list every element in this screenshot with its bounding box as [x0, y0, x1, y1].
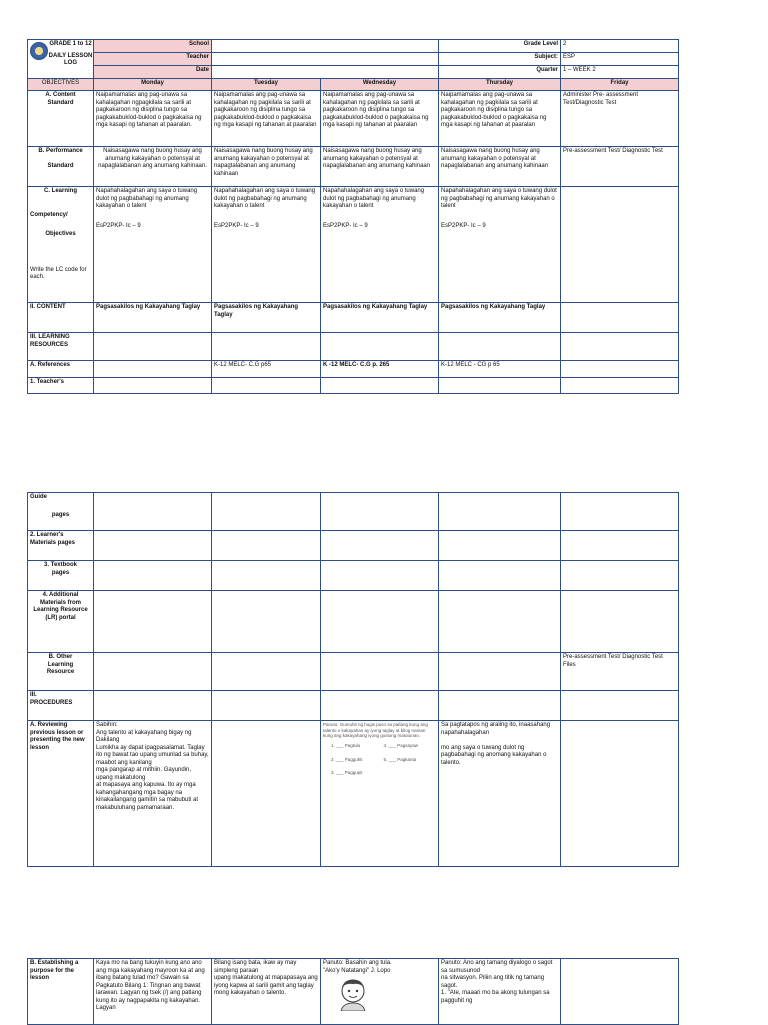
date-label: Date — [94, 66, 212, 79]
subject-value[interactable]: ESP — [561, 53, 679, 66]
performance-standard-wed: Naisasagawa nang buong husay ang anumang kakayahan o potensyal at napaglalabanan ang anumang kahinaan — [321, 147, 439, 187]
teachers-guide-label-a: 1. Teacher's — [28, 378, 94, 394]
objectives-header: OBJECTIVES — [28, 79, 94, 91]
teachers-guide-label-cont — [28, 493, 94, 531]
lc-tue — [212, 187, 321, 303]
content-tue: Pagsasakilos ng Kakayahang Taglay — [212, 303, 321, 333]
lc-label-c: Objectives — [45, 231, 76, 237]
teacher-label: Teacher — [94, 53, 212, 66]
wed-item-4: 4. ___ Pagsayaw — [383, 742, 419, 748]
procedures-label: III. PROCEDURES — [28, 691, 94, 721]
learners-materials-label: 2. Learner's Materials pages — [28, 531, 94, 561]
dll-logo-cell — [28, 40, 94, 79]
friday-header: Friday — [561, 79, 679, 91]
performance-standard-fri: Pre-assessment Test/ Diagnostic Test — [561, 147, 679, 187]
performance-standard-tue: Naisasagawa nang buong husay ang anumang kakayahan o potensyal at napagtalabanan ang anumang kahinaan — [212, 147, 321, 187]
lesson-log-table-page3 — [27, 958, 679, 1025]
establishing-mon: Kaya mo na bang tukuyin kung ano ano ang mga kakayahang mayroon ka at ang ibang batang tulad mo? Gawain sa Pagkatuto Bilang 1: Tingnan ang bawat larawan. Lagyan ng tsek (/) ang patlang kung ito ay nagpapakita ng kakayahan. Lagyan — [94, 959, 212, 1025]
wed-item-1: 1. ___ Pagtula — [331, 742, 361, 748]
deped-seal-icon — [30, 42, 48, 60]
other-resource-label: B. Other Learning Resource — [28, 653, 94, 691]
learning-competency-label — [28, 187, 94, 303]
lc-thu — [439, 187, 561, 303]
content-standard-label: A. Content Standard — [28, 91, 94, 147]
content-wed: Pagsasakilos ng Kakayahang Taglay — [321, 303, 439, 333]
performance-standard-thu: Naisasagawa nang buong husay ang anumang kakayahan o potensyal at napaglalabanan ang anumang kahinaan — [439, 147, 561, 187]
establishing-tue: Bilang isang bata, ikaw ay may simpleng paraan upang makatulong at mapapasaya ang iyong kapwa at sarili gamit ang taglay mong kakayahan o talento. — [212, 959, 321, 1025]
school-label: School — [94, 40, 212, 53]
quarter-value[interactable]: 1 – WEEK 2 — [561, 66, 679, 79]
wed-item-3: 3. ___ Paggupit — [331, 770, 363, 776]
references-label: A. References — [28, 361, 94, 378]
references-mon — [94, 361, 212, 378]
establishing-fri — [561, 959, 679, 1025]
content-fri — [561, 303, 679, 333]
content-mon: Pagsasakilos ng Kakayahang Taglay — [94, 303, 212, 333]
establishing-thu: Panuto: Ano ang tamang diyalogo o sagot sa sumusunod na sitwasyon. Piliin ang titik ng tamang sagot. 1. "Ate, maaari mo ba akong tulungan sa pagguhit ng — [439, 959, 561, 1025]
teacher-value[interactable] — [212, 53, 439, 66]
references-tue: K-12 MELC- C.G p65 — [212, 361, 321, 378]
wed-item-2: 2. ___ Pagguhit — [331, 756, 363, 762]
lc-fri — [561, 187, 679, 303]
performance-standard-mon: Naisasagawa nang buong husay ang anumang kakayahan o potensyal at napaglalabanan ang anumang kahinaan. — [94, 147, 212, 187]
grade-level-value[interactable]: 2 — [561, 40, 679, 53]
references-fri — [561, 361, 679, 378]
grade-level-label: Grade Level — [439, 40, 561, 53]
log-title: DAILY LESSON LOG — [48, 52, 93, 66]
establishing-wed — [321, 959, 439, 1025]
lc-thu-code: EsP2PKP- Ic – 9 — [441, 222, 486, 229]
quarter-label: Quarter — [439, 66, 561, 79]
lc-mon-text: Napahahalagahan ang saya o tuwang dulot ng pagbabahagi ng anumang kakayahan o talent — [96, 188, 198, 209]
lc-mon — [94, 187, 212, 303]
reviewing-wed-instruction: Panuto: Gumuhit ng hugis puso sa patlang kung ang talento o kakayahan ay iyong taglay at bilog naman kung ang kakayahang iyong gustong matutunan. — [323, 722, 428, 739]
references-wed: K -12 MELC- C.G p. 265 — [321, 361, 439, 378]
lc-label-b: Competency/ — [30, 211, 68, 218]
references-thu: K-12 MELC - CG p 65 — [439, 361, 561, 378]
date-value[interactable] — [212, 66, 439, 79]
lesson-log-table-page1 — [27, 39, 679, 394]
reviewing-fri — [561, 721, 679, 867]
lc-thu-text: Napahahalagahan ang saya o tuwang dulot ng pagbabahagi ng anumang kakayahan o talent — [441, 188, 557, 209]
thursday-header: Thursday — [439, 79, 561, 91]
lc-label-a: C. Learning — [43, 188, 77, 194]
reviewing-tue — [212, 721, 321, 867]
lc-wed-text: Napahahalagahan ang saya o tuwang dulot ng pagbabahagi ng anumang kakayahan o talent — [323, 188, 425, 209]
content-standard-fri: Administer Pre- assessment Test/Diagnostic Test — [561, 91, 679, 147]
lc-tue-text: Napahahalagahan ang saya o tuwang dulot ng pagbabahagi ng anumang kakayahan o talent — [214, 188, 316, 209]
lc-label-d: Write the LC code for each. — [30, 266, 87, 280]
lesson-log-table-page2 — [27, 492, 679, 867]
performance-standard-label: B. Performance Standard — [28, 147, 94, 187]
teachers-guide-label-b: Guide — [30, 494, 48, 500]
reviewing-label: A. Reviewing previous lesson or presenting the new lesson — [28, 721, 94, 867]
reviewing-mon: Sabihin: Ang talento at kakayahang bigay ng Dakilang Lumikha ay dapat ipagpasalamat. Taglay ito ng bawat tao upang umunlad sa buhay, maabot ang kanilang mga pangarap at mithiin. Gayundin, upang makatulong at mapasaya ang kapuwa. Ito ay mga kahangahangang mga bagay na kinakailangang gamitin sa mabubuti at makabuluhang pamamaraan. — [94, 721, 212, 867]
lc-mon-code: EsP2PKP- Ic – 9 — [96, 222, 141, 229]
content-thu: Pagsasakilos ng Kakayahang Taglay — [439, 303, 561, 333]
grade-range: GRADE 1 to 12 — [49, 41, 92, 47]
school-value[interactable] — [212, 40, 439, 53]
content-standard-wed: Naipamamalas ang pag-unawa sa kahalagahan ng pagkilala sa sarili at pagkakaroon ng disiplina tungo sa pagkakabuklod-buklod o pagkakaisa ng mga kasapi ng tahanan at paaralan — [321, 91, 439, 147]
lc-wed-code: EsP2PKP- Ic – 9 — [323, 222, 368, 229]
reviewing-wed — [321, 721, 439, 867]
teachers-guide-label-c: pages — [51, 511, 70, 518]
content-standard-mon: Naipamamalas ang pag-unawa sa kahalagahan ngpagkilala sa sarili at pagkakaroon ng disiplina tungo sa pagkakabuklod-buklod o pagkakaisa ng mga kasapi ng tahanan at paaralan. — [94, 91, 212, 147]
establishing-label: B. Establishing a purpose for the lesson — [28, 959, 94, 1025]
textbook-label: 3. Textbook pages — [28, 561, 94, 591]
subject-label: Subject: — [439, 53, 561, 66]
learning-resources-label: III. LEARNING RESOURCES — [28, 333, 94, 361]
content-standard-thu: Naipamamalas ang pag-unawa sa kahalagahan ng pagkilala sa sarili at pagkakaroon ng disiplina tungo sa pagkakabuklod-buklod o pagkakaisa ng mga kasapi ng tahanan at paaralan — [439, 91, 561, 147]
monday-header: Monday — [94, 79, 212, 91]
wed-item-5: 5. ___ Pagkanta — [383, 756, 417, 762]
boy-illustration-icon — [333, 977, 373, 1011]
content-label: II. CONTENT — [28, 303, 94, 333]
content-standard-tue: Naipamamalas ang pag-unawa sa kahalagahan ng pagkilala sa sarili at pagkakaroon ng disiplina tungo sa pagkakabuklod-buklod o pagkakaisa ng mga kasapi ng tahanan at paaralan — [212, 91, 321, 147]
additional-materials-label: 4. Additional Materials from Learning Resource (LR) portal — [28, 591, 94, 653]
establishing-wed-text: Panuto: Basahin ang tula. "Ako'y Natatangi" J. Lopo — [323, 960, 392, 974]
tuesday-header: Tuesday — [212, 79, 321, 91]
lc-tue-code: EsP2PKP- Ic – 9 — [214, 222, 259, 229]
lc-wed — [321, 187, 439, 303]
wednesday-header: Wednesday — [321, 79, 439, 91]
other-resource-fri: Pre-assessment Test/ Diagnostic Test Files — [561, 653, 679, 691]
reviewing-thu: Sa pagtatapos ng araling ito, inaasahang napahahalagahan mo ang saya o tuwang dulot ng pagbabahagi ng anomang kakayahan o talento. — [439, 721, 561, 867]
